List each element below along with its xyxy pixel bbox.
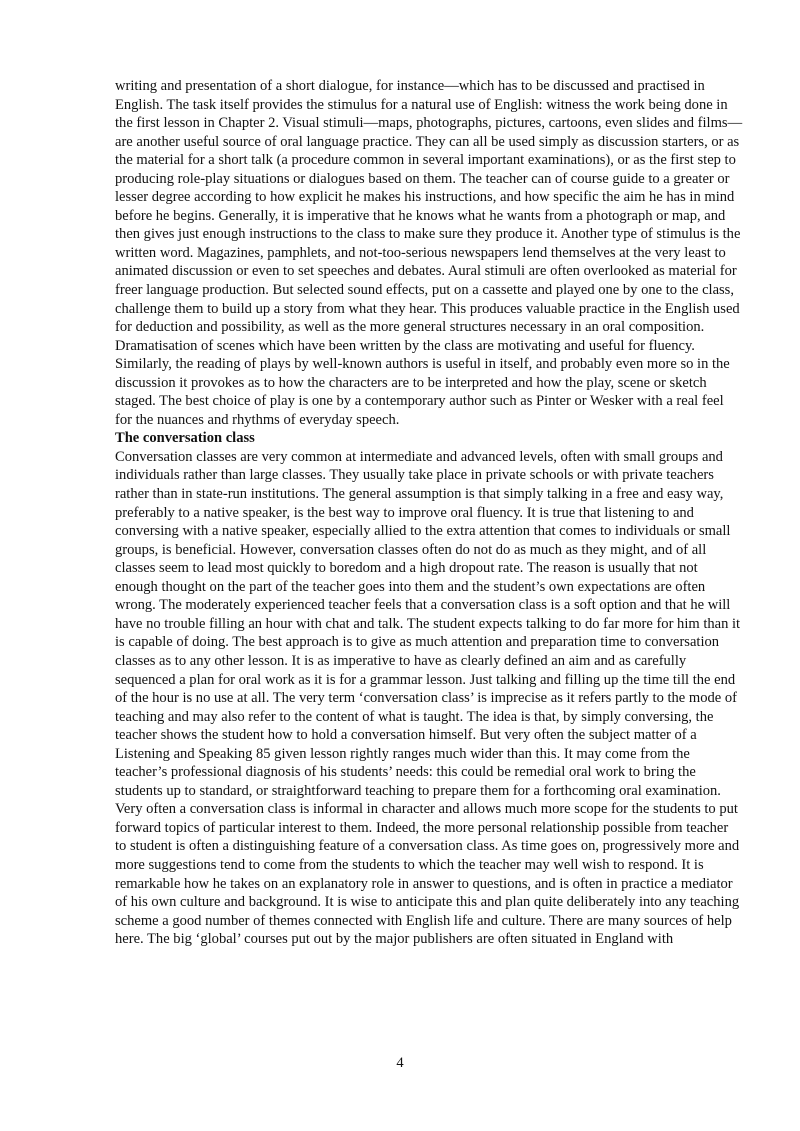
section-heading: The conversation class: [115, 430, 255, 447]
page-number: 4: [396, 1055, 404, 1071]
page-body: [115, 77, 743, 949]
body-paragraph-stimuli: writing and presentation of a short dialogue, for instance—which has to be discussed and practised in English. The task itself provides the stimulus for a natural use of English: witness the work being done in the first lesson in Chapter 2. Visual stimuli—maps, photographs, pictures, cartoons, even slides and films—are another useful source of oral language practice. They can all be used simply as discussion starters, or as the material for a short talk (a procedure common in several important examinations), or as the first step to producing role-play situations or dialogues based on them. The teacher can of course guide to a greater or lesser degree according to how explicit he makes his instructions, and how specific the aim he has in mind before he begins. Generally, it is imperative that he knows what he wants from a photograph or map, and then gives just enough instructions to the class to make sure they produce it. Another type of stimulus is the written word. Magazines, pamphlets, and not-too-serious newspapers lend themselves at the very least to animated discussion or even to set speeches and debates. Aural stimuli are often overlooked as material for freer language production. But selected sound effects, put on a cassette and played one by one to the class, challenge them to build up a story from what they hear. This produces valuable practice in the English used for deduction and possibility, as well as the more general structures necessary in an oral composition. Dramatisation of scenes which have been written by the class are motivating and useful for fluency. Similarly, the reading of plays by well-known authors is useful in itself, and probably even more so in the discussion it provokes as to how the characters are to be interpreted and how the play, scene or sketch staged. The best choice of play is one by a contemporary author such as Pinter or Wesker with a real feel for the nuances and rhythms of everyday speech.: [115, 78, 743, 428]
body-paragraph-conversation-class: Conversation classes are very common at intermediate and advanced levels, often with small groups and individuals rather than large classes. They usually take place in private schools or with private teachers rather than in state-run institutions. The general assumption is that simply talking in a free and easy way, preferably to a native speaker, is the best way to improve oral fluency. It is true that listening to and conversing with a native speaker, especially allied to the extra attention that comes to individuals or small groups, is beneficial. However, conversation classes often do not do as much as they might, and of all classes seem to lead most quickly to boredom and a high dropout rate. The reason is usually that not enough thought on the part of the teacher goes into them and the student’s own expectations are often wrong. The moderately experienced teacher feels that a conversation class is a soft option and that he will have no trouble filling an hour with chat and talk. The student expects talking to do far more for him than it is capable of doing. The best approach is to give as much attention and preparation time to conversation classes as to any other lesson. It is as imperative to have as clearly defined an aim and as carefully sequenced a plan for oral work as it is for a grammar lesson. Just talking and filling up the time till the end of the hour is no use at all. The very term ‘conversation class’ is imprecise as it refers partly to the mode of teaching and may also refer to the content of what is taught. The idea is that, by simply conversing, the teacher shows the student how to hold a conversation himself. But very often the subject matter of a Listening and Speaking 85 given lesson rightly ranges much wider than this. It may come from the teacher’s professional diagnosis of his students’ needs: this could be remedial oral work to bring the students up to standard, or straightforward teaching to prepare them for a forthcoming oral examination. Very often a conversation class is informal in character and allows much more scope for the students to put forward topics of particular interest to them. Indeed, the more personal relationship possible from teacher to student is often a distinguishing feature of a conversation class. As time goes on, progressively more and more suggestions tend to come from the students to which the teacher may well wish to respond. It is remarkable how he takes on an explanatory role in answer to questions, and is often in practice a mediator of his own culture and background. It is wise to anticipate this and plan quite deliberately into any teaching scheme a good number of themes connected with English life and culture. There are many sources of help here. The big ‘global’ courses put out by the major publishers are often situated in England with: [115, 448, 741, 948]
